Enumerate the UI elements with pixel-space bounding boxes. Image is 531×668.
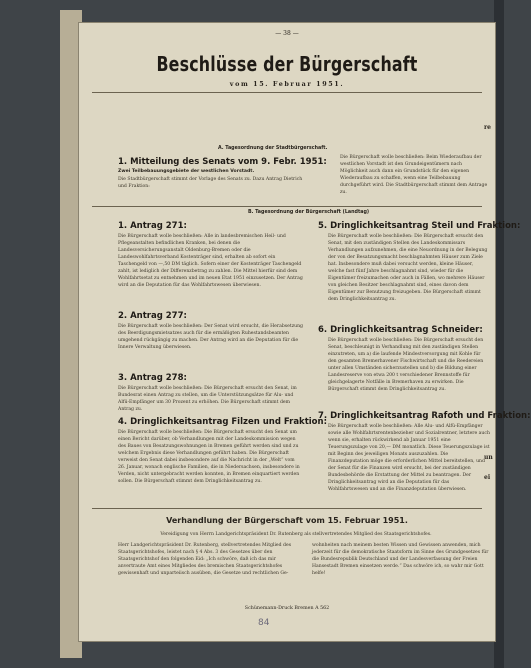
item-heading: 6. Dringlichkeitsantrag Schneider: [318,325,483,335]
item-body: Die Bürgerschaft wolle beschließen: Alle Alu- und Alfü-Empfänger sowie alle Wohlfahrtsrentenbezieher und Sozialrentner, letztere auch wenn sie, erhalten rückwirkend ab Januar 1951 eine Teuerungszulage von 20,— DM monatlich. Diese Teuerungszulage ist mit Beginn des jeweiligen Monats auszuzahlen. Die Finanzdeputation möge die erforderlichen Mittel bereitstellen, und der Senat für die Finanzen wird ersucht, bei der zuständigen Bundesbehörde die Erstattung der Mittel zu beantragen. Der Dringlichkeitsantrag wird an die Deputation für das Wohlfahrtswesen und an die Finanzdeputation überwiesen. [328,424,490,492]
item-body: Die Bürgerschaft wolle beschließen: Die Bürgerschaft ersucht den Senat, mit den zuständigen Stellen des Landeskommissars Verhandlungen aufzunehmen, die eine Neuordnung in der Belegung der von der Besatzungsmacht beschlagnahmten Häuser zum Ziele hat. Insbesondere muß dabei versucht werden, kleine Häuser, welche fast fünf Jahre beschlagnahmt sind, wieder für die Eigentümer freizumachen oder auch in Fällen, wo mehrere Häuser von gleichen Besitzer beschlagnahmt sind, eines davon dem Eigentümer zur Benutzung freizugeben. Die Bürgerschaft stimmt dem Dringlichkeitsantrag zu. [328,234,488,302]
item-heading: 3. Antrag 278: [118,373,187,383]
item-subheading: Zwei Teilbebauungsgebiete der westlichen Vorstadt. [118,169,255,174]
handwritten-note: 84 [258,618,270,628]
proceedings-left: Herr Landgerichtspräsident Dr. Rutenberg, stellvertretendes Mitglied des Staatsgerichtshofes, leistet nach § 4 Abs. 3 des Gesetzes über den Staatsgerichtshof den folgenden Eid: „Ich schwöre, daß ich das mir anvertraute Amt eines Mitgliedes des bremischen Staatsgerichtshofes gewissenhaft und unparteiisch ausüben, die Gesetze und rechtlichen Ge- [118,543,292,576]
section-heading: A. Tagesordnung der Stadtbürgerschaft. [218,146,328,151]
margin-mark: un [484,454,493,461]
proceedings-right: wohnheiten nach meinem besten Wissen und Gewissen anwenden, mich jederzeit für die demokratische Staatsform im Sinne des Grundgesetzes für die Bundesrepublik Deutschland und der Landesverfassung der Freien Hansestadt Bremen einsetzen werde.“ Das schwöre ich, so wahr mir Gott helfe! [312,543,489,576]
item-body: Die Bürgerschaft wolle beschließen: Die Bürgerschaft ersucht den Senat um einen Bericht darüber, ob Verhandlungen mit der Landeskommission wegen des Baues von Besatzungswohnungen in Bremen geführt werden sind und zu welchem Ergebnis diese Verhandlungen geführt haben. Die Bürgerschaft verweist den Senat dabei insbesondere auf die Nachricht in der „Welt“ vom 26. Januar, wonach englische Familien, die in Niedersachsen, insbesondere in Verden, nicht untergebracht werden konnten, in Bremen einquartiert werden sollen. Die Bürgerschaft stimmt dem Dringlichkeitsantrag zu. [118,430,300,484]
item-heading: 2. Antrag 277: [118,311,187,321]
page-title: Beschlüsse der Bürgerschaft [156,52,418,76]
margin-mark: ei [484,474,491,481]
item-heading: 1. Mitteilung des Senats vom 9. Febr. 1951: [118,157,327,167]
item-body: Die Bürgerschaft wolle beschließen: Die Bürgerschaft ersucht den Senat, beschleunigt in Verhandlung mit den zuständigen Stellen einzutreten, um a) die laufende Mindestversorgung mit Kohle für den gesamten Bremerhavener Fischwirtschaft und die Reedereien unter allen Umständen sicherzustellen und b) die Bildung einer Landesreserve von etwa 200 t verschiedener Brennstoffe für gleichgelagerte Notfälle in Bremerhaven zu erwirken. Die Bürgerschaft stimmt dem Dringlichkeitsantrag zu. [328,338,484,392]
section-heading: B. Tagesordnung der Bürgerschaft (Landtag) [248,210,370,215]
printer-imprint: Schünemann-Druck Bremen A 562 [244,606,330,611]
divider [92,206,482,207]
proceedings-title: Verhandlung der Bürgerschaft vom 15. Februar 1951. [166,516,408,525]
right-item-body: Die Bürgerschaft wolle beschließen: Beim Wiederaufbau der westlichen Vorstadt ist den Grundeigentümern nach Möglichkeit auch dann ein Grundstück für den eigenen Wiederaufbau zu schaffen, wenn eine Teilbebauung durchgeführt wird. Die Stadtbürgerschaft stimmt dem Antrage zu. [340,155,488,195]
divider [92,92,482,93]
divider [92,508,482,509]
item-heading: 4. Dringlichkeitsantrag Filzen und Fraktion: [118,417,327,427]
margin-mark: re [484,124,491,131]
document-page [78,22,531,642]
item-heading: 5. Dringlichkeitsantrag Steil und Fraktion: [318,221,521,231]
item-heading: 1. Antrag 271: [118,221,187,231]
page-subtitle: vom 15. Februar 1951. [229,80,345,88]
item-heading: 7. Dringlichkeitsantrag Rafoth und Fraktion: [318,411,531,421]
item-body: Die Bürgerschaft wolle beschließen: Alle in landesbremischen Heil- und Pflegeanstalten befindlichen Kranken, bei denen die Landesversicherungsanstalt Oldenburg-Bremen oder die Landeswohlfahrtsverband Kostenträger sind, erhalten ab sofort ein Taschengeld von —,50 DM täglich. Sofern einer der Kostenträger Taschengeld zahlt, ist lediglich der Differenzbetrag zu zahlen. Die Mittel hierfür sind dem Wohlfahrtsetat zu entnehmen und im neuen Etat 1951 einzusetzen. Der Antrag wird an die Deputation für das Wohlfahrtswesen überwiesen. [118,234,303,288]
page-number: — 38 — [275,30,299,37]
proceedings-lead: Vereidigung von Herrn Landgerichtspräsident Dr. Rutenberg als stellvertretendes Mitglied des Staatsgerichtshofes. [160,532,432,537]
item-body: Die Stadtbürgerschaft stimmt der Vorlage des Senats zu. Dazu Antrag Dietrich und Fraktion: [118,177,303,189]
item-body: Die Bürgerschaft wolle beschließen: Der Senat wird ersucht, die Herabsetzung des Beerdigungsmietsatzes auch für die ermäßigten Ruhestandsbeamten umgehend rückgängig zu machen. Der Antrag wird an die Deputation für die Innere Verwaltung überwiesen. [118,324,303,350]
item-body: Die Bürgerschaft wolle beschließen: Die Bürgerschaft ersucht den Senat, im Bundesrat einen Antrag zu stellen, um die Unterstützungsätze für Alu- und Alfü-Empfänger um 30 Prozent zu erhöhen. Die Bürgerschaft stimmt dem Antrag zu. [118,386,297,412]
